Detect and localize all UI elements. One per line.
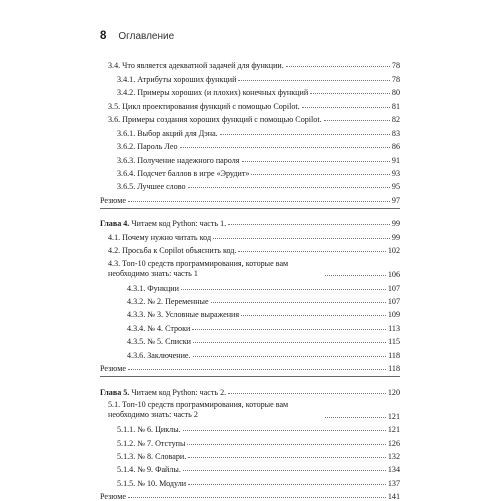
toc-entry-4-3-1[interactable] xyxy=(100,279,400,292)
toc-entry-page: 78 xyxy=(391,61,400,71)
toc-entry-3-4-1[interactable] xyxy=(100,70,400,83)
toc-entry-title: 5.1.3. № 8. Словари. xyxy=(117,451,187,461)
toc-entry-title: 3.6.4. Подсчет баллов в игре «Эрудит» xyxy=(117,168,250,178)
dot-leader xyxy=(180,147,390,148)
toc-entry-4-3-2[interactable] xyxy=(100,293,400,306)
dot-leader xyxy=(188,484,386,485)
toc-entry-page: 118 xyxy=(388,350,400,360)
dot-leader xyxy=(242,161,390,162)
toc-entry-title: 3.6.5. Лучшее слово xyxy=(117,182,186,192)
toc-entry-4-3-5[interactable] xyxy=(100,333,400,346)
toc-entry-title: 4.3.5. № 5. Списки xyxy=(127,337,191,347)
toc-entry-title: 3.6.1. Выбор акций для Дэна. xyxy=(117,128,218,138)
dot-leader xyxy=(324,120,390,121)
toc-entry-5-1-1[interactable] xyxy=(100,421,400,434)
toc-entry-3-6-3[interactable] xyxy=(100,151,400,164)
chapter-divider xyxy=(100,376,400,383)
toc-entry-4-3-3[interactable] xyxy=(100,306,400,319)
dot-leader xyxy=(251,174,389,175)
toc-entry-page: 121 xyxy=(387,411,400,421)
toc-entry-summary-4[interactable] xyxy=(100,360,400,373)
toc-entry-5-1-3[interactable] xyxy=(100,448,400,461)
dot-leader xyxy=(325,275,386,276)
toc-entry-page: 106 xyxy=(387,270,400,280)
toc-entry-title: Резюме xyxy=(100,364,126,374)
toc-entry-page: 118 xyxy=(388,364,400,374)
toc-entry-title: 3.4.2. Примеры хороших (и плохих) конечных функций xyxy=(117,88,309,98)
toc-entry-page: 80 xyxy=(391,88,400,98)
toc-entry-title: 5.1.2. № 7. Отступы xyxy=(117,438,186,448)
dot-leader xyxy=(325,417,386,418)
toc-entry-3-6-4[interactable] xyxy=(100,165,400,178)
toc-entry-4-2[interactable] xyxy=(100,242,400,255)
page-number: 8 xyxy=(100,30,107,42)
toc-entry-title: 4.3.2. № 2. Переменные xyxy=(127,297,209,306)
toc-entry-title: 3.4. Что является адекватной задачей для функции. xyxy=(108,61,284,71)
chapter-label: Глава 4. xyxy=(100,219,130,229)
toc-entry-page: 83 xyxy=(391,128,400,138)
toc-entry-4-3-4[interactable] xyxy=(100,319,400,332)
toc-entry-page: 137 xyxy=(387,478,400,488)
page-header xyxy=(100,30,174,44)
toc-entry-3-4[interactable] xyxy=(100,57,400,70)
dot-leader xyxy=(302,107,390,108)
toc-entry-page: 141 xyxy=(387,492,400,501)
chapter-title: Читаем код Python: часть 1. xyxy=(131,219,227,229)
toc-entry-5-1-2[interactable] xyxy=(100,434,400,447)
chapter-label: Глава 5. xyxy=(100,387,130,397)
toc-entry-page: 113 xyxy=(388,323,400,333)
toc-entry-4-1[interactable] xyxy=(100,228,400,241)
dot-leader xyxy=(211,302,386,303)
dot-leader xyxy=(238,80,390,81)
dot-leader xyxy=(128,497,386,498)
toc-entry-5-1-5[interactable] xyxy=(100,474,400,487)
toc-entry-3-6-5[interactable] xyxy=(100,178,400,191)
dot-leader xyxy=(241,315,386,316)
table-of-contents xyxy=(100,57,400,501)
toc-entry-3-6[interactable] xyxy=(100,111,400,124)
toc-entry-page: 102 xyxy=(387,246,400,256)
toc-entry-title: 4.3.1. Функции xyxy=(127,283,179,293)
toc-entry-title: 4.3. Топ-10 средств программирования, которые вам необходимо знать: часть 1 xyxy=(108,259,325,280)
toc-entry-title: 5.1.5. № 10. Модули xyxy=(117,478,187,488)
dot-leader xyxy=(286,66,390,67)
toc-entry-title: Резюме xyxy=(100,195,126,205)
toc-chapter-4[interactable] xyxy=(100,215,400,228)
toc-entry-summary-5[interactable] xyxy=(100,488,400,501)
dot-leader xyxy=(188,187,390,188)
dot-leader xyxy=(228,393,386,394)
toc-entry-title: 3.4.1. Атрибуты хороших функций xyxy=(117,74,237,84)
toc-entry-title: 3.6.2. Пароль Лео xyxy=(117,142,178,152)
toc-entry-title: 4.2. Просьба к Copilot объяснить код. xyxy=(108,246,237,256)
toc-entry-page: 86 xyxy=(391,142,400,152)
toc-entry-page: 93 xyxy=(391,168,400,178)
toc-entry-page: 109 xyxy=(387,310,400,320)
dot-leader xyxy=(238,251,385,252)
dot-leader xyxy=(220,134,390,135)
toc-entry-title: 3.6.3. Получение надежного пароля xyxy=(117,155,240,165)
dot-leader xyxy=(183,430,386,431)
toc-entry-page: 120 xyxy=(387,387,400,397)
dot-leader xyxy=(310,93,390,94)
toc-entry-4-3[interactable] xyxy=(100,255,400,279)
toc-entry-page: 78 xyxy=(391,74,400,84)
toc-entry-page: 82 xyxy=(391,115,400,125)
toc-entry-title: Резюме xyxy=(100,492,126,501)
dot-leader xyxy=(183,470,386,471)
chapter-divider xyxy=(100,208,400,215)
toc-entry-page: 132 xyxy=(387,451,400,461)
toc-entry-5-1[interactable] xyxy=(100,397,400,421)
toc-chapter-5[interactable] xyxy=(100,383,400,396)
toc-entry-3-6-2[interactable] xyxy=(100,138,400,151)
dot-leader xyxy=(193,342,386,343)
dot-leader xyxy=(181,289,386,290)
toc-entry-title: 5.1. Топ-10 средств программирования, которые вам необходимо знать: часть 2 xyxy=(108,400,325,421)
toc-entry-page: 107 xyxy=(387,297,400,306)
toc-entry-title: 3.5. Цикл проектирования функций с помощью Copilot. xyxy=(108,101,300,111)
toc-entry-page: 126 xyxy=(387,438,400,448)
dot-leader xyxy=(187,444,385,445)
toc-entry-3-6-1[interactable] xyxy=(100,124,400,137)
toc-entry-page: 91 xyxy=(391,155,400,165)
toc-entry-page: 107 xyxy=(387,283,400,293)
toc-entry-3-4-2[interactable] xyxy=(100,84,400,97)
toc-entry-4-3-6[interactable] xyxy=(100,346,400,359)
toc-entry-page: 99 xyxy=(391,232,400,242)
toc-entry-title: 3.6. Примеры создания хороших функций с помощью Copilot. xyxy=(108,115,322,125)
toc-entry-5-1-4[interactable] xyxy=(100,461,400,474)
toc-entry-page: 97 xyxy=(391,195,400,205)
dot-leader xyxy=(228,224,390,225)
toc-entry-title: 4.3.6. Заключение. xyxy=(127,350,191,360)
chapter-title: Читаем код Python: часть 2. xyxy=(131,387,227,397)
toc-entry-title: 4.3.4. № 4. Строки xyxy=(127,323,191,333)
toc-entry-page: 95 xyxy=(391,182,400,192)
dot-leader xyxy=(188,457,386,458)
dot-leader xyxy=(128,201,390,202)
toc-entry-title: 4.3.3. № 3. Условные выражения xyxy=(127,310,240,320)
toc-entry-title: 5.1.4. № 9. Файлы. xyxy=(117,465,181,475)
dot-leader xyxy=(192,329,386,330)
toc-entry-page: 134 xyxy=(387,465,400,475)
dot-leader xyxy=(213,238,390,239)
toc-entry-title: 4.1. Почему нужно читать код xyxy=(108,232,212,242)
toc-entry-title: 5.1.1. № 6. Циклы. xyxy=(117,425,181,435)
page-title: Оглавление xyxy=(118,31,175,42)
toc-entry-page: 115 xyxy=(388,337,400,347)
dot-leader xyxy=(128,369,386,370)
toc-entry-summary-3[interactable] xyxy=(100,191,400,204)
toc-entry-page: 121 xyxy=(387,425,400,435)
toc-entry-3-5[interactable] xyxy=(100,97,400,110)
toc-entry-page: 81 xyxy=(391,101,400,111)
toc-entry-page: 99 xyxy=(391,219,400,229)
dot-leader xyxy=(193,356,387,357)
